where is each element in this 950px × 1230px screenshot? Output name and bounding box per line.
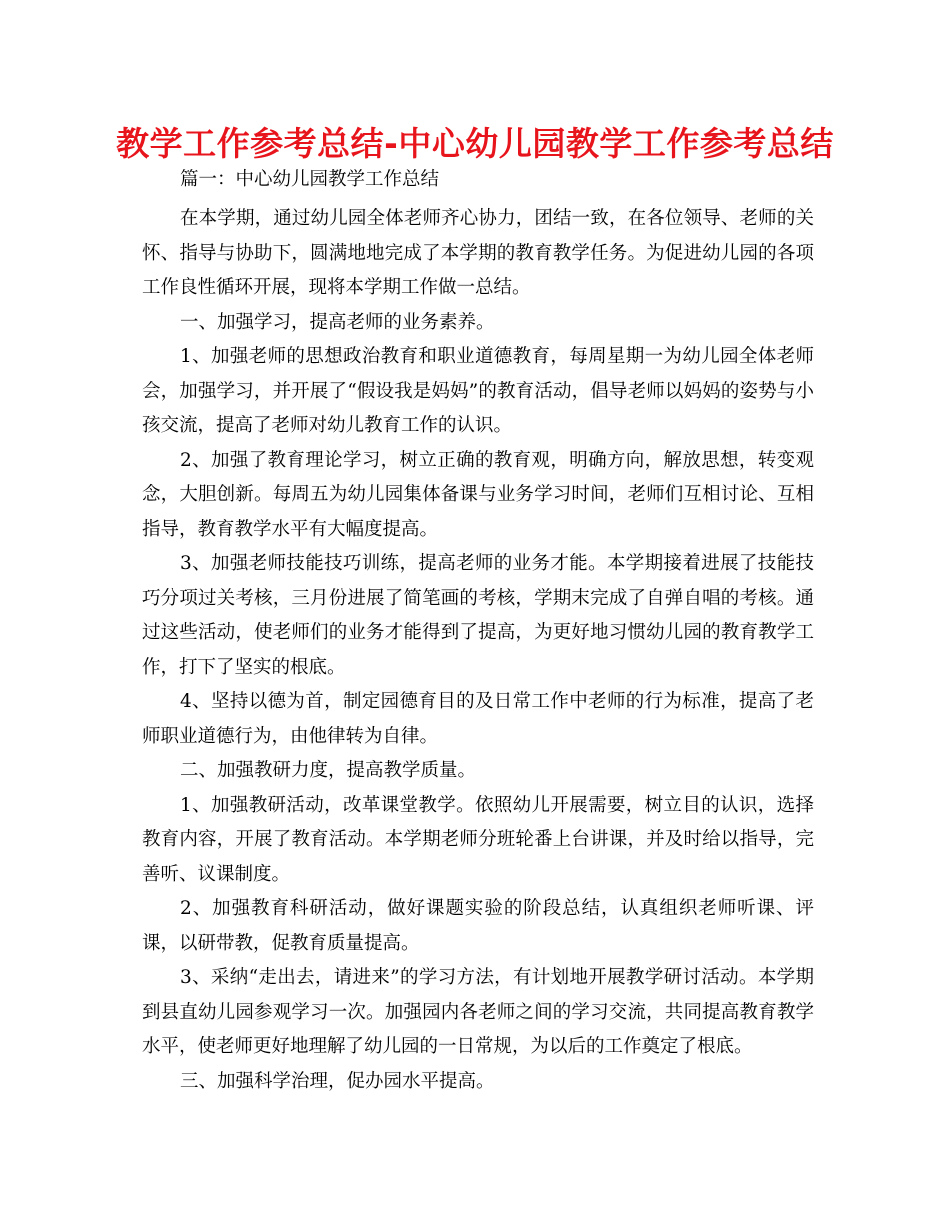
paragraph: 在本学期，通过幼儿园全体老师齐心协力，团结一致，在各位领导、老师的关怀、指导与协助下，圆满地地完成了本学期的教育教学任务。为促进幼儿园的各项工作良性循环开展，现将本学期工作做一总结。 [142, 208, 814, 298]
paragraph: 2、加强教育科研活动，做好课题实验的阶段总结，认真组织老师听课、评课，以研带教，促教育质量提高。 [142, 898, 814, 954]
section-heading: 三、加强科学治理，促办园水平提高。 [180, 1070, 495, 1092]
section-heading: 二、加强教研力度，提高教学质量。 [180, 760, 477, 781]
paragraph: 4、坚持以德为首，制定园德育目的及日常工作中老师的行为标准，提高了老师职业道德行为，由他律转为自律。 [142, 691, 814, 747]
paragraph: 3、加强老师技能技巧训练，提高老师的业务才能。本学期接着进展了技能技巧分项过关考核，三月份进展了简笔画的考核，学期末完成了自弹自唱的考核。通过这些活动，使老师们的业务才能得到了提高，为更好地习惯幼儿园的教育教学工作，打下了坚实的根底。 [142, 553, 814, 678]
paragraph: 3、采纳“走出去，请进来”的学习方法，有计划地开展教学研讨活动。本学期到县直幼儿园参观学习一次。加强园内各老师之间的学习交流，共同提高教育教学水平，使老师更好地理解了幼儿园的一日常规，为以后的工作奠定了根底。 [142, 967, 814, 1057]
document-body [142, 166, 814, 1099]
document-title: 教学工作参考总结-中心幼儿园教学工作参考总结 [116, 124, 834, 163]
paragraph: 1、加强老师的思想政治教育和职业道德教育，每周星期一为幼儿园全体老师会，加强学习，并开展了“假设我是妈妈”的教育活动，倡导老师以妈妈的姿势与小孩交流，提高了老师对幼儿教育工作的认识。 [142, 346, 814, 436]
section-subtitle: 篇一：中心幼儿园教学工作总结 [180, 169, 440, 190]
paragraph: 1、加强教研活动，改革课堂教学。依照幼儿开展需要，树立目的认识，选择教育内容，开展了教育活动。本学期老师分班轮番上台讲课，并及时给以指导，完善听、议课制度。 [142, 794, 814, 885]
paragraph: 2、加强了教育理论学习，树立正确的教育观，明确方向，解放思想，转变观念，大胆创新。每周五为幼儿园集体备课与业务学习时间，老师们互相讨论、互相指导，教育教学水平有大幅度提高。 [142, 449, 814, 540]
section-heading: 一、加强学习，提高老师的业务素养。 [180, 311, 495, 333]
